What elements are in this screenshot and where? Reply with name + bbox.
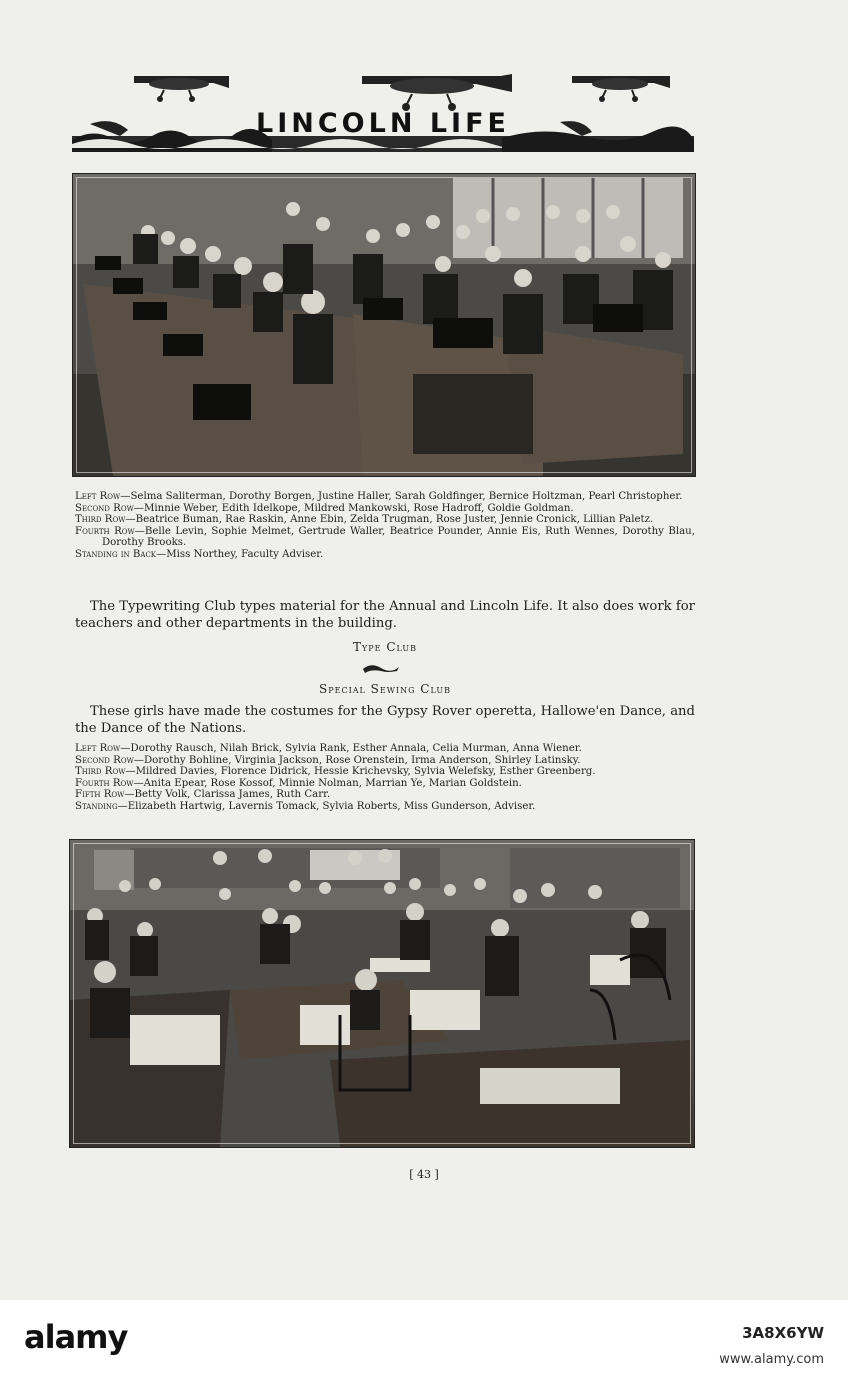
roster-row: Fourth Row—Anita Epear, Rose Kossof, Minnie Nolman, Marrian Ye, Marian Goldstein. — [75, 777, 522, 789]
row-names: Minnie Weber, Edith Idelkope, Mildred Mankowski, Rose Hadroff, Goldie Goldman. — [143, 502, 574, 514]
roster-row: Standing—Elizabeth Hartwig, Lavernis Tomack, Sylvia Roberts, Miss Gunderson, Adviser. — [75, 800, 536, 812]
classroom-typing-scene — [73, 174, 695, 476]
sewing-club-photo — [69, 839, 695, 1148]
airplane-icon — [362, 74, 512, 111]
airplane-icon — [572, 76, 670, 102]
type-club-caption: Type Club — [353, 640, 417, 654]
row-names: Miss Northey, Faculty Adviser. — [166, 548, 324, 560]
row-names: Anita Epear, Rose Kossof, Minnie Nolman, Marrian Ye, Marian Goldstein. — [143, 777, 522, 789]
row-label: Third Row — [75, 514, 126, 526]
row-names: Selma Saliterman, Dorothy Borgen, Justine Haller, Sarah Goldfinger, Bernice Holtzman, Pearl Christopher. — [130, 491, 683, 502]
roster-row: Second Row—Dorothy Bohline, Virginia Jackson, Rose Orenstein, Irma Anderson, Shirley Latinsky. — [75, 754, 581, 766]
alamy-logo: alamy — [24, 1318, 128, 1356]
row-label: Third Row — [75, 766, 126, 778]
roster-row: Third Row—Beatrice Buman, Rae Raskin, Anne Ebin, Zelda Trugman, Rose Juster, Jennie Cronick, Lillian Paletz. — [75, 514, 654, 526]
row-names: Dorothy Bohline, Virginia Jackson, Rose Orenstein, Irma Anderson, Shirley Latinsky. — [143, 754, 581, 766]
row-names: Beatrice Buman, Rae Raskin, Anne Ebin, Zelda Trugman, Rose Juster, Jennie Cronick, Lillian Paletz. — [135, 514, 654, 526]
row-names: Elizabeth Hartwig, Lavernis Tomack, Sylvia Roberts, Miss Gunderson, Adviser. — [127, 800, 536, 812]
ornament-icon — [361, 661, 401, 675]
page-number: [ 43 ] — [409, 1168, 439, 1181]
sewing-club-caption: Special Sewing Club — [319, 682, 451, 696]
sewing-description: These girls have made the costumes for the Gypsy Rover operetta, Hallowe'en Dance, and the Dance of the Nations. — [75, 704, 695, 736]
row-names: Mildred Davies, Florence Didrick, Hessie Krichevsky, Sylvia Welefsky, Esther Greenberg. — [135, 766, 596, 778]
roster-row: Fourth Row—Belle Levin, Sophie Melmet, Gertrude Waller, Beatrice Pounder, Annie Eis, Ruth Wennes, Dorothy Blau, Dorothy Brooks. — [75, 525, 695, 549]
sewing-roster — [75, 743, 695, 813]
roster-row: Standing in Back—Miss Northey, Faculty Adviser. — [75, 548, 324, 560]
row-label: Fourth Row — [75, 777, 134, 789]
masthead — [72, 60, 694, 156]
row-names: Dorothy Rausch, Nilah Brick, Sylvia Rank, Esther Annala, Celia Murman, Anna Wiener. — [130, 743, 582, 754]
typewriting-club-photo — [72, 173, 696, 477]
row-label: Second Row — [75, 502, 134, 514]
roster-row: Left Row—Dorothy Rausch, Nilah Brick, Sylvia Rank, Esther Annala, Celia Murman, Anna Wiener. — [75, 743, 582, 754]
roster-row: Fifth Row—Betty Volk, Clarissa James, Ruth Carr. — [75, 789, 331, 801]
row-label: Left Row — [75, 743, 121, 754]
image-id: 3A8X6YW — [742, 1324, 824, 1342]
site-url: www.alamy.com — [719, 1352, 824, 1367]
roster-row: Left Row—Selma Saliterman, Dorothy Borgen, Justine Haller, Sarah Goldfinger, Bernice Holtzman, Pearl Christopher. — [75, 491, 683, 502]
row-names: Belle Levin, Sophie Melmet, Gertrude Waller, Beatrice Pounder, Annie Eis, Ruth Wennes, Dorothy Blau, Dorothy Brooks. — [102, 525, 695, 549]
row-label: Fourth Row — [75, 525, 135, 537]
roster-row: Second Row—Minnie Weber, Edith Idelkope, Mildred Mankowski, Rose Hadroff, Goldie Goldman. — [75, 502, 574, 514]
page-title: LINCOLN LIFE — [256, 108, 510, 139]
roster-row: Third Row—Mildred Davies, Florence Didrick, Hessie Krichevsky, Sylvia Welefsky, Esther Greenberg. — [75, 766, 596, 778]
typewriting-description: The Typewriting Club types material for the Annual and Lincoln Life. It also does work for teachers and other departments in the building. — [75, 599, 695, 631]
classroom-sewing-scene — [70, 840, 694, 1147]
row-label: Fifth Row — [75, 789, 125, 801]
row-label: Left Row — [75, 491, 121, 502]
airplane-icon — [134, 76, 229, 102]
row-label: Standing in Back — [75, 548, 157, 560]
row-label: Second Row — [75, 754, 134, 766]
typewriting-roster — [75, 491, 695, 561]
row-names: Betty Volk, Clarissa James, Ruth Carr. — [134, 789, 331, 801]
row-label: Standing — [75, 800, 118, 812]
